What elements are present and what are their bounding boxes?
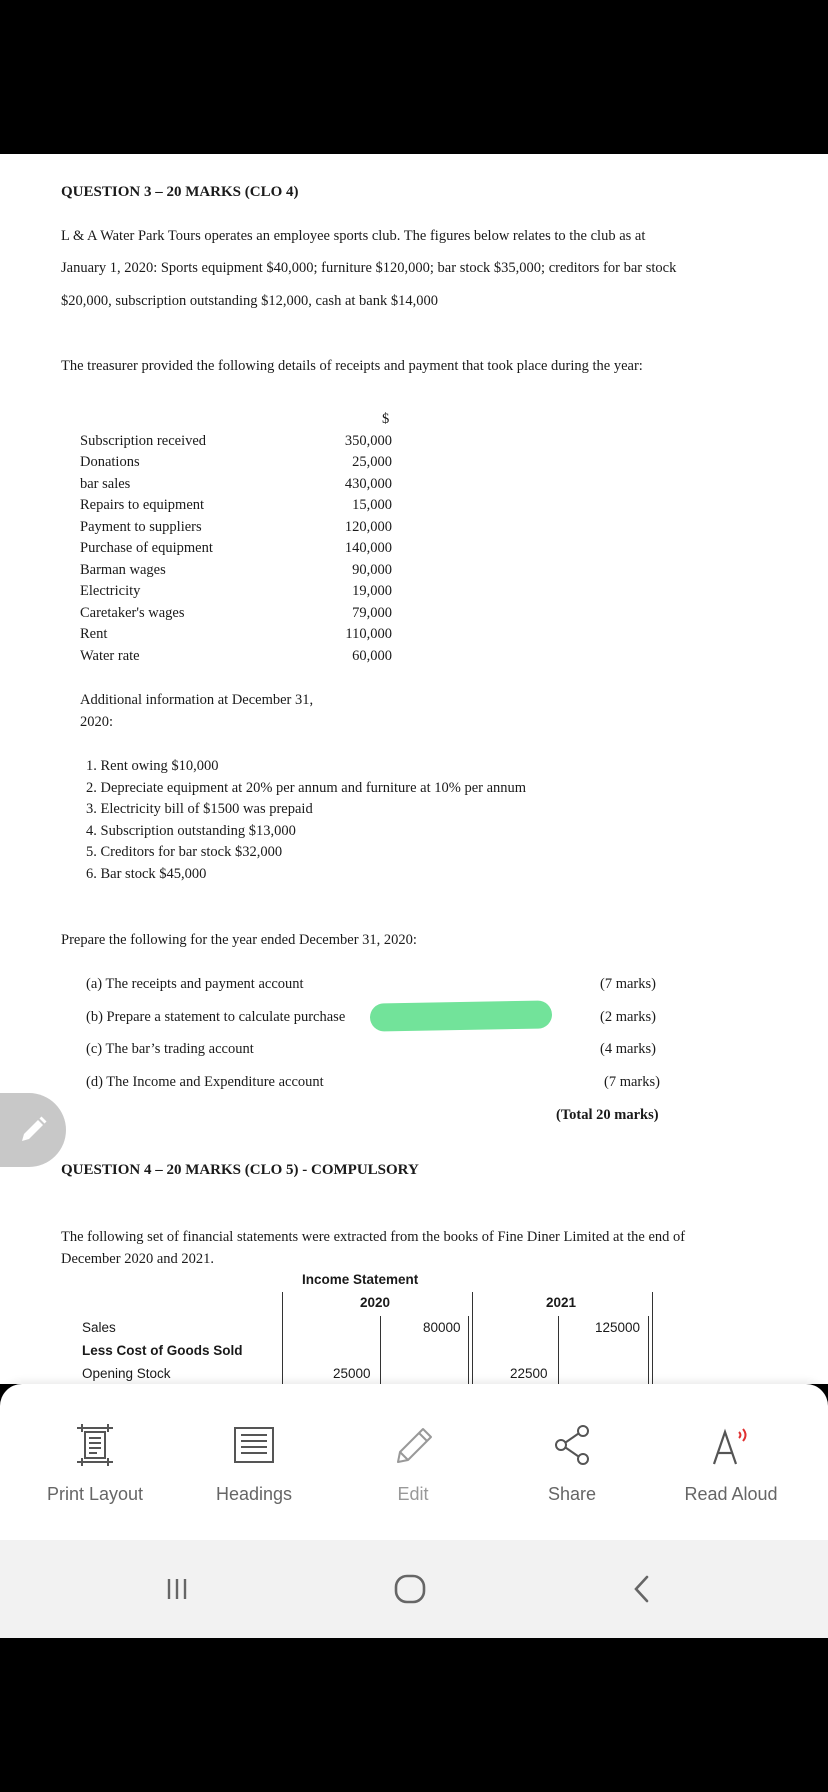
- row-label: Subscription received: [80, 433, 207, 449]
- info-item-1: 1. Rent owing $10,000: [86, 758, 219, 774]
- row-label: Barman wages: [80, 562, 166, 578]
- q3-intro-line-3: $20,000, subscription outstanding $12,000, cash at bank $14,000: [61, 293, 438, 309]
- row-amount: 110,000: [345, 626, 392, 642]
- table-divider: [648, 1316, 649, 1384]
- headings-button[interactable]: [174, 1384, 334, 1540]
- back-icon[interactable]: [630, 1573, 654, 1605]
- prepare-text: Prepare the following for the year ended December 31, 2020:: [61, 932, 417, 948]
- row-amount: 120,000: [344, 519, 392, 535]
- table-row: [80, 562, 400, 583]
- row-label: Repairs to equipment: [80, 497, 205, 513]
- task-d-marks: (7 marks): [604, 1074, 660, 1090]
- sales-label: Sales: [82, 1320, 116, 1335]
- share-label: Share: [547, 1484, 597, 1504]
- row-amount: 25,000: [352, 454, 392, 470]
- table-row: [80, 605, 400, 626]
- question3-title: QUESTION 3 – 20 MARKS (CLO 4): [61, 184, 299, 200]
- table-row: [80, 433, 400, 454]
- q3-intro-line-1: L & A Water Park Tours operates an employee sports club. The figures below relates to the club as at: [61, 228, 646, 244]
- task-b-marks: (2 marks): [600, 1009, 656, 1025]
- bottom-black-area: [0, 1638, 828, 1792]
- task-a: (a) The receipts and payment account: [86, 976, 304, 992]
- document-page: [0, 154, 828, 1384]
- treasurer-text: The treasurer provided the following details of receipts and payment that took place during the year:: [61, 358, 643, 374]
- table-row: [80, 540, 400, 561]
- info-item-2: 2. Depreciate equipment at 20% per annum and furniture at 10% per annum: [86, 780, 527, 796]
- row-amount: 430,000: [344, 476, 392, 492]
- print-layout-icon: [72, 1422, 118, 1468]
- table-divider: [652, 1292, 653, 1384]
- table-divider: [468, 1316, 469, 1384]
- additional-info-line-1: Additional information at December 31,: [80, 692, 314, 708]
- share-icon: [549, 1422, 595, 1468]
- row-label: Water rate: [80, 648, 140, 664]
- info-item-5: 5. Creditors for bar stock $32,000: [86, 844, 283, 860]
- sales-2020: 80000: [423, 1320, 461, 1335]
- task-d: (d) The Income and Expenditure account: [86, 1074, 324, 1090]
- task-c-marks: (4 marks): [600, 1041, 656, 1057]
- table-row: [80, 626, 400, 647]
- row-amount: 350,000: [344, 433, 392, 449]
- row-amount: 90,000: [352, 562, 392, 578]
- print-layout-button[interactable]: [15, 1384, 175, 1540]
- row-amount: 79,000: [352, 605, 392, 621]
- table-divider: [558, 1316, 559, 1384]
- row-amount: 60,000: [352, 648, 392, 664]
- row-amount: 140,000: [344, 540, 392, 556]
- question4-title: QUESTION 4 – 20 MARKS (CLO 5) - COMPULSORY: [61, 1162, 419, 1178]
- year-2021: 2021: [546, 1295, 577, 1310]
- sales-2021: 125000: [595, 1320, 641, 1335]
- cogs-label: Less Cost of Goods Sold: [82, 1343, 243, 1358]
- opening-stock-label: Opening Stock: [82, 1366, 171, 1381]
- table-row: [80, 519, 400, 540]
- headings-icon: [231, 1422, 277, 1468]
- table-row: [80, 648, 400, 669]
- share-button[interactable]: [492, 1384, 652, 1540]
- edit-label: Edit: [397, 1484, 429, 1504]
- opening-stock-2021: 22500: [510, 1366, 548, 1381]
- table-row: [80, 583, 400, 604]
- read-aloud-icon: [708, 1422, 754, 1468]
- table-divider: [282, 1292, 283, 1384]
- print-layout-label: Print Layout: [46, 1484, 144, 1504]
- row-label: Purchase of equipment: [80, 540, 213, 556]
- task-a-marks: (7 marks): [600, 976, 656, 992]
- opening-stock-2020: 25000: [333, 1366, 371, 1381]
- info-item-4: 4. Subscription outstanding $13,000: [86, 823, 296, 839]
- recent-apps-icon[interactable]: [163, 1575, 191, 1603]
- row-label: Donations: [80, 454, 140, 470]
- q3-intro-line-2: January 1, 2020: Sports equipment $40,000; furniture $120,000; bar stock $35,000; creditors for bar stock: [61, 260, 677, 276]
- task-b: (b) Prepare a statement to calculate purchase: [86, 1009, 346, 1025]
- status-bar: [0, 0, 828, 154]
- row-amount: 19,000: [352, 583, 392, 599]
- row-label: Caretaker's wages: [80, 605, 185, 621]
- table-divider: [380, 1316, 381, 1384]
- year-2020: 2020: [360, 1295, 391, 1310]
- highlight-mark: [370, 1000, 552, 1031]
- bottom-toolbar: [0, 1384, 828, 1540]
- total-marks: (Total 20 marks): [556, 1107, 659, 1123]
- table-row: [80, 454, 400, 475]
- table-row: [80, 476, 400, 497]
- q4-intro-line-2: December 2020 and 2021.: [61, 1251, 215, 1267]
- row-amount: 15,000: [352, 497, 392, 513]
- home-icon[interactable]: [393, 1573, 427, 1605]
- income-statement-title: Income Statement: [302, 1272, 419, 1287]
- table-row: [80, 497, 400, 518]
- read-aloud-label: Read Aloud: [684, 1484, 778, 1504]
- pencil-icon: [16, 1113, 50, 1147]
- table-divider: [472, 1292, 473, 1384]
- edit-button[interactable]: [333, 1384, 493, 1540]
- row-label: Electricity: [80, 583, 141, 599]
- row-label: Payment to suppliers: [80, 519, 202, 535]
- info-item-6: 6. Bar stock $45,000: [86, 866, 207, 882]
- pencil-icon: [390, 1422, 436, 1468]
- read-aloud-button[interactable]: [651, 1384, 811, 1540]
- additional-info-line-2: 2020:: [80, 714, 114, 730]
- navigation-bar: [0, 1540, 828, 1638]
- currency-header: $: [382, 411, 390, 427]
- row-label: bar sales: [80, 476, 131, 492]
- headings-label: Headings: [215, 1484, 293, 1504]
- info-item-3: 3. Electricity bill of $1500 was prepaid: [86, 801, 313, 817]
- task-c: (c) The bar’s trading account: [86, 1041, 254, 1057]
- q4-intro-line-1: The following set of financial statements were extracted from the books of Fine Diner Limited at the end of: [61, 1229, 686, 1245]
- row-label: Rent: [80, 626, 108, 642]
